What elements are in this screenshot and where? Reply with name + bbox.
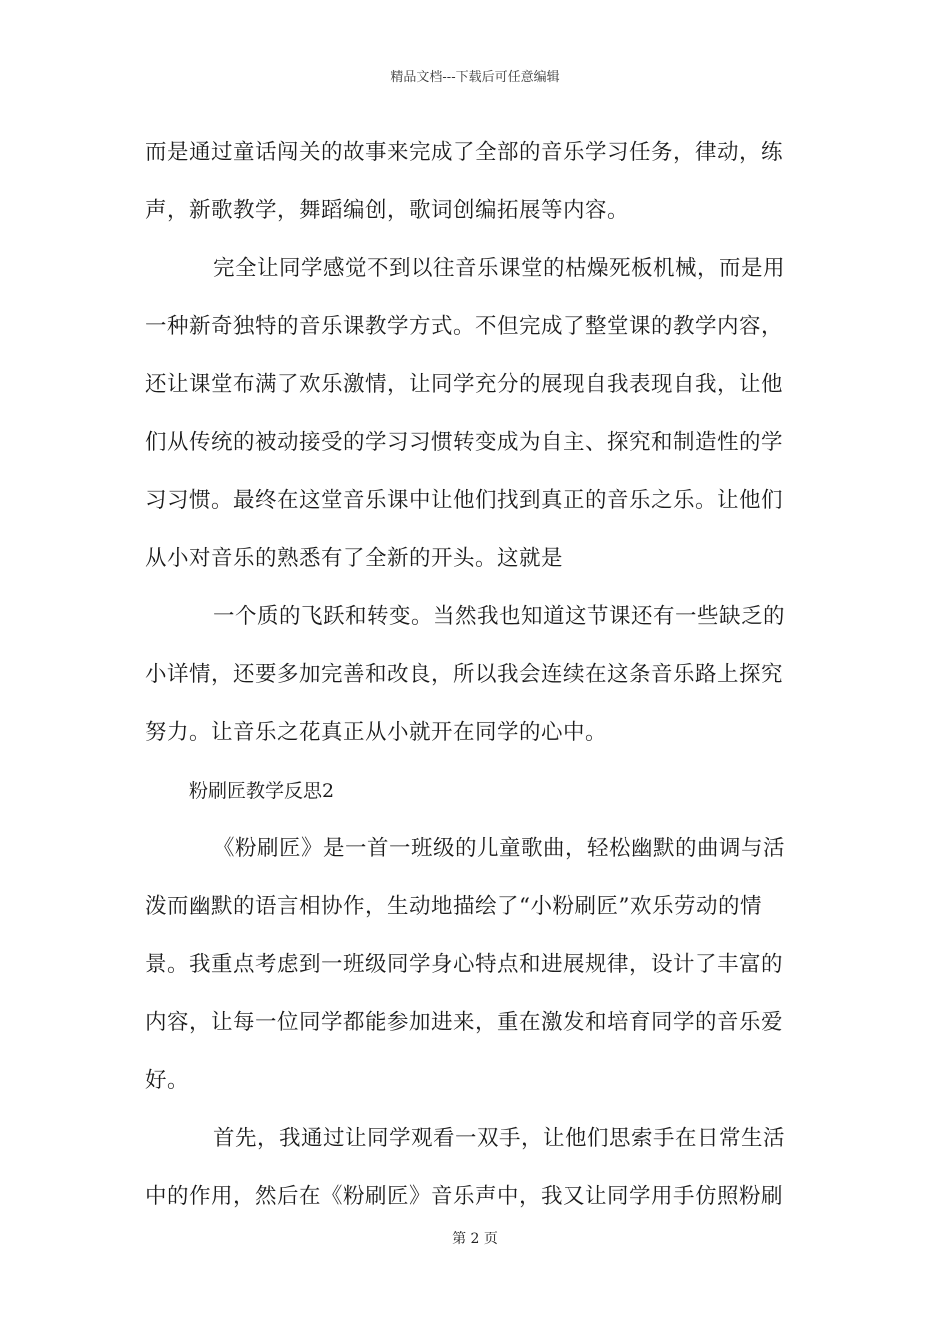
paragraph bbox=[145, 240, 810, 588]
paragraph bbox=[145, 820, 810, 1110]
text-line: 景。我重点考虑到一班级同学身心特点和进展规律，设计了丰富的 bbox=[145, 952, 784, 977]
text-line: 首先，我通过让同学观看一双手，让他们思索手在日常生活 bbox=[213, 1126, 786, 1151]
page-header: 精品文档---下载后可任意编辑 bbox=[390, 70, 560, 85]
text-line: 内容，让每一位同学都能参加进来，重在激发和培育同学的音乐爱 bbox=[145, 1010, 784, 1035]
text-line: 还让课堂布满了欢乐激情，让同学充分的展现自我表现自我，让他 bbox=[145, 372, 784, 397]
text-line: 努力。让音乐之花真正从小就开在同学的心中。 bbox=[145, 720, 608, 745]
text-line: 《粉刷匠》是一首一班级的儿童歌曲，轻松幽默的曲调与活 bbox=[213, 836, 786, 861]
paragraph bbox=[145, 588, 810, 762]
text-line: 一个质的飞跃和转变。当然我也知道这节课还有一些缺乏的 bbox=[213, 604, 786, 629]
page-number: 第 2 页 bbox=[452, 1231, 498, 1247]
text-line: 声，新歌教学，舞蹈编创，歌词创编拓展等内容。 bbox=[145, 198, 630, 223]
text-line: 从小对音乐的熟悉有了全新的开头。这就是 bbox=[145, 546, 564, 571]
text-line: 习习惯。最终在这堂音乐课中让他们找到真正的音乐之乐。让他们 bbox=[145, 488, 784, 513]
text-line: 而是通过童话闯关的故事来完成了全部的音乐学习任务，律动，练 bbox=[145, 140, 784, 165]
paragraph bbox=[145, 1110, 810, 1226]
document-body bbox=[145, 124, 810, 1226]
paragraph bbox=[145, 124, 810, 240]
text-line: 小详情，还要多加完善和改良，所以我会连续在这条音乐路上探究 bbox=[145, 662, 784, 687]
text-line: 一种新奇独特的音乐课教学方式。不但完成了整堂课的教学内容， bbox=[145, 314, 784, 339]
text-line: 中的作用，然后在《粉刷匠》音乐声中，我又让同学用手仿照粉刷 bbox=[145, 1184, 784, 1209]
text-line: 们从传统的被动接受的学习习惯转变成为自主、探究和制造性的学 bbox=[145, 430, 784, 455]
text-line: 泼而幽默的语言相协作，生动地描绘了“小粉刷匠”欢乐劳动的情 bbox=[145, 894, 762, 919]
text-line: 完全让同学感觉不到以往音乐课堂的枯燥死板机械，而是用 bbox=[213, 256, 786, 281]
section-heading: 粉刷匠教学反思2 bbox=[189, 780, 335, 802]
text-line: 好。 bbox=[145, 1068, 190, 1093]
